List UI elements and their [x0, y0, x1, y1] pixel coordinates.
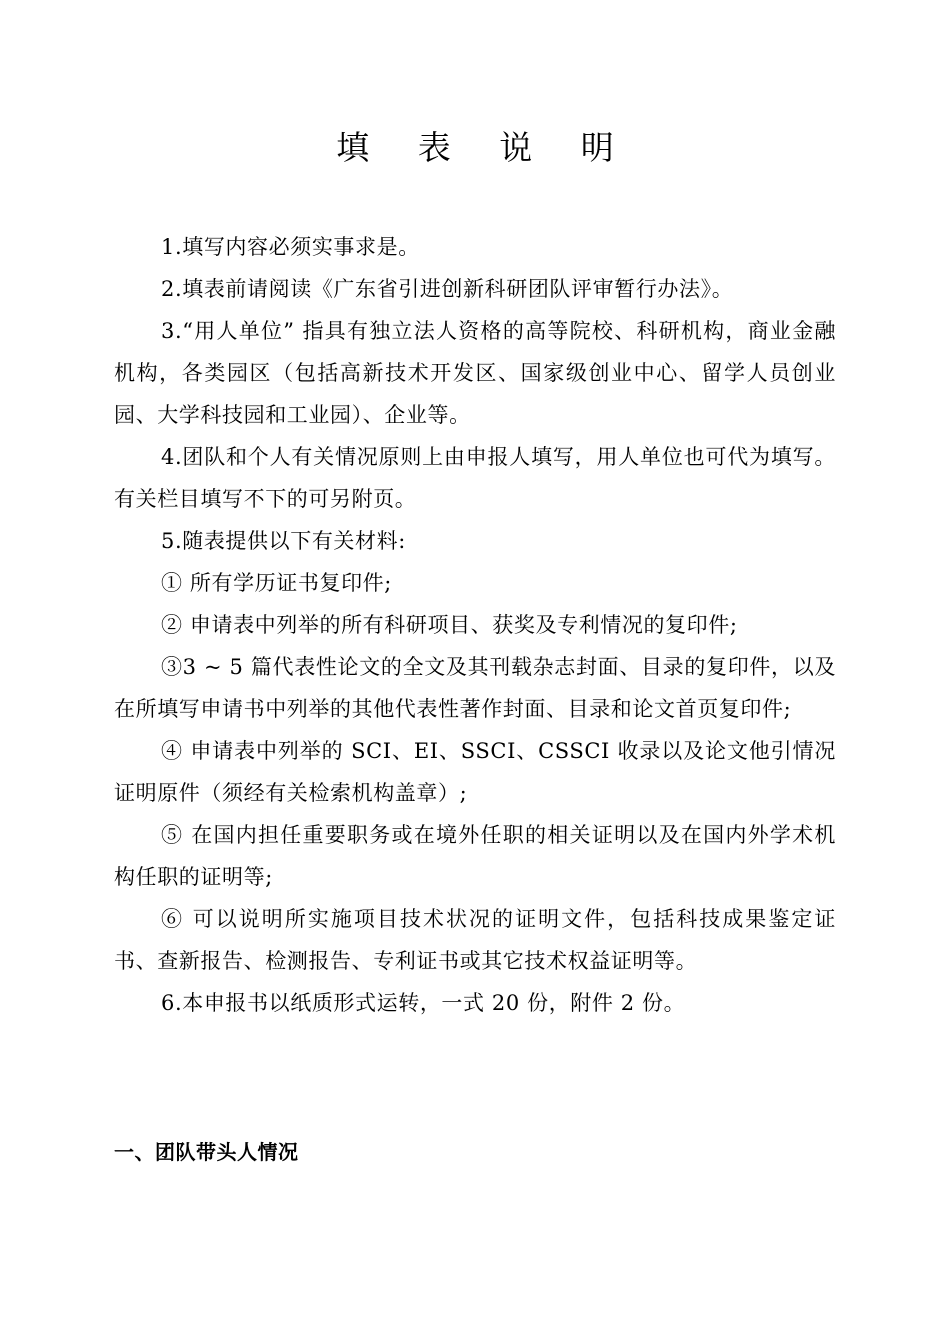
material-item-3: ③3 ~ 5 篇代表性论文的全文及其刊载杂志封面、目录的复印件，以及在所填写申请书中列举的其他代表性著作封面、目录和论文首页复印件;	[114, 655, 836, 721]
material-item-5: ⑤ 在国内担任重要职务或在境外任职的相关证明以及在国内外学术机构任职的证明等;	[114, 823, 836, 889]
instruction-item-5: 5.随表提供以下有关材料:	[161, 529, 406, 553]
instruction-item-4: 4.团队和个人有关情况原则上由申报人填写，用人单位也可代为填写。有关栏目填写不下的可另附页。	[114, 445, 836, 511]
instruction-item-6: 6.本申报书以纸质形式运转，一式 20 份，附件 2 份。	[161, 991, 686, 1015]
page-title: 填 表 说 明	[336, 128, 633, 167]
material-item-2: ② 申请表中列举的所有科研项目、获奖及专利情况的复印件;	[161, 613, 738, 637]
section-heading: 一、团队带头人情况	[114, 1140, 299, 1164]
material-item-4: ④ 申请表中列举的 SCI、EI、SSCI、CSSCI 收录以及论文他引情况证明原件（须经有关检索机构盖章）;	[114, 739, 836, 805]
instructions-body	[114, 226, 836, 1024]
material-item-6: ⑥ 可以说明所实施项目技术状况的证明文件，包括科技成果鉴定证书、查新报告、检测报告、专利证书或其它技术权益证明等。	[114, 907, 836, 973]
instruction-item-3: 3.“用人单位” 指具有独立法人资格的高等院校、科研机构，商业金融机构，各类园区（包括高新技术开发区、国家级创业中心、留学人员创业园、大学科技园和工业园）、企业等。	[114, 319, 836, 427]
material-item-1: ① 所有学历证书复印件;	[161, 571, 392, 595]
instruction-item-1: 1.填写内容必须实事求是。	[161, 235, 420, 259]
instruction-item-2: 2.填表前请阅读《广东省引进创新科研团队评审暂行办法》。	[161, 277, 734, 301]
